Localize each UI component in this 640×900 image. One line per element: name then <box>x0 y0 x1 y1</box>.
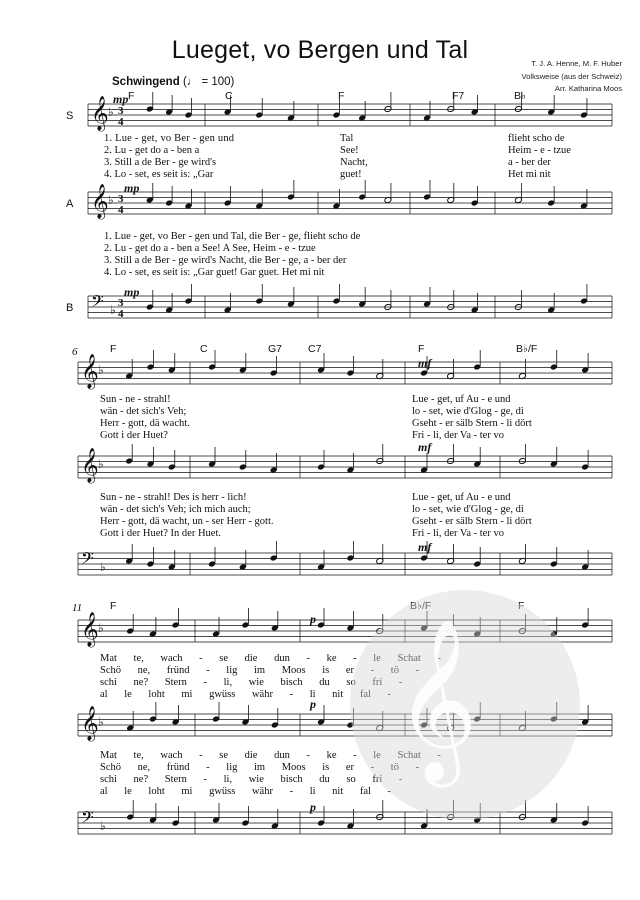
dynamic-marking: p <box>310 697 316 711</box>
treble-clef-icon: 𝄞 <box>81 354 99 389</box>
melody-credit: Volksweise (aus der Schweiz) <box>521 71 622 81</box>
lyric-line: lo - set, wie d'Glog - ge, di <box>412 504 524 515</box>
lyric-line: Mat te, wach - se die dun - ke - le Schat - <box>100 750 441 761</box>
time-signature-icon: 4 <box>118 308 124 320</box>
lyric-line: lo - set, wie d'Glog - ge, di <box>412 406 524 417</box>
bass-clef-icon: 𝄢 <box>81 548 94 572</box>
chord-symbol: B♭/F <box>410 600 432 612</box>
treble-clef-icon: 𝄞 <box>91 184 109 219</box>
lyric-line: Gott i der Huet? <box>100 430 168 441</box>
lyric-line: 3. Still a de Ber - ge wird's <box>104 157 217 168</box>
voice-label-alto: A <box>66 198 74 210</box>
time-signature-icon: 3 <box>118 105 124 117</box>
time-signature-icon: 4 <box>118 116 124 128</box>
lyric-line: Heim - e - tzue <box>508 145 571 156</box>
song-title: Lueget, vo Bergen und Tal <box>171 36 469 64</box>
lyric-line: al le loht mi gwüss währ - li nit fal - <box>100 786 392 797</box>
lyric-line: guet! <box>340 169 362 180</box>
lyric-line: schi ne? Stern - li, wie bisch du so fri - <box>100 774 403 785</box>
lyric-line: Het mi nit <box>508 169 551 180</box>
lyric-line: Nacht, <box>340 157 368 168</box>
lyric-line: 4. Lo - set, es seit is: „Gar guet! Gar guet. Het mi nit <box>104 267 325 278</box>
chord-symbol: F <box>110 600 117 612</box>
lyric-line: Gott i der Huet? In der Huet. <box>100 528 222 539</box>
treble-clef-icon: 𝄞 <box>91 96 109 131</box>
flat-icon: ♭ <box>100 819 106 833</box>
time-signature-icon: 3 <box>118 297 124 309</box>
arranger-credit: Arr. Katharina Moos <box>554 84 622 93</box>
voice-label-bass: B <box>66 302 74 314</box>
lyric-line: schi ne? Stern - li, wie bisch du so fri - <box>100 677 403 688</box>
chord-symbol: F <box>338 90 345 102</box>
lyric-line: 1. Lue - get, vo Ber - gen und Tal, die Ber - ge, flieht scho de <box>104 231 361 242</box>
treble-clef-watermark-icon: 𝄞 <box>395 618 478 781</box>
chord-symbol: F7 <box>452 90 465 102</box>
chord-symbol: C <box>225 90 233 102</box>
dynamic-marking: p <box>310 612 316 626</box>
staff <box>88 296 612 318</box>
chord-symbol: G7 <box>268 343 283 355</box>
lyric-line: Lue - get, uf Au - e und <box>412 394 511 405</box>
lyric-line: Sun - ne - strahl! <box>100 394 171 405</box>
lyric-line: 3. Still a de Ber - ge wird's Nacht, die Ber - ge, a - ber der <box>104 255 347 266</box>
time-signature-icon: 4 <box>118 204 124 216</box>
chord-symbol: F <box>418 343 425 355</box>
chord-symbol: F <box>128 90 135 102</box>
lyric-line: a - ber der <box>508 157 551 168</box>
staff <box>88 104 612 126</box>
dynamic-marking: p <box>310 800 316 814</box>
flat-icon: ♭ <box>110 303 116 317</box>
staff <box>78 362 612 384</box>
dynamic-marking: mf <box>418 540 432 554</box>
lyric-line: Tal <box>340 133 354 144</box>
dynamic-marking: mf <box>418 440 432 454</box>
bass-clef-icon: 𝄢 <box>91 291 104 315</box>
flat-icon: ♭ <box>108 105 114 119</box>
lyric-line: Schö ne, fründ - lig im Moos is er - tö - <box>100 762 420 773</box>
lyric-line: flieht scho de <box>508 133 565 144</box>
metronome-mark: (♩ = 100) <box>182 76 235 88</box>
chord-symbol: C7 <box>308 343 322 355</box>
lyric-line: 4. Lo - set, es seit is: „Gar <box>104 169 214 180</box>
lyric-line: Herr - gott, dä wacht, un - ser Herr - gott. <box>100 516 274 527</box>
lyric-line: Gseht - er sälb Stern - li dört <box>412 418 532 429</box>
lyric-line: Fri - li, der Va - ter vo <box>412 430 504 441</box>
flat-icon: ♭ <box>98 621 104 635</box>
dynamic-marking: mp <box>124 181 140 195</box>
flat-icon: ♭ <box>108 193 114 207</box>
bass-clef-icon: 𝄢 <box>81 807 94 831</box>
lyric-line: Lue - get, uf Au - e und <box>412 492 511 503</box>
flat-icon: ♭ <box>100 560 106 574</box>
lyric-line: See! <box>340 145 359 156</box>
staff <box>78 812 612 834</box>
treble-clef-icon: 𝄞 <box>81 448 99 483</box>
voice-label-soprano: S <box>66 110 74 122</box>
flat-icon: ♭ <box>98 457 104 471</box>
time-signature-icon: 3 <box>118 193 124 205</box>
staff <box>78 553 612 575</box>
lyric-line: Mat te, wach - se die dun - ke - le Schat - <box>100 653 441 664</box>
lyric-line: 1. Lue - get, vo Ber - gen und <box>104 133 235 144</box>
flat-icon: ♭ <box>98 715 104 729</box>
lyric-line: 2. Lu - get do a - ben a <box>104 145 200 156</box>
flat-icon: ♭ <box>98 363 104 377</box>
chord-symbol: F <box>518 600 525 612</box>
treble-clef-icon: 𝄞 <box>81 706 99 741</box>
lyric-line: Schö ne, fründ - lig im Moos is er - tö - <box>100 665 420 676</box>
lyric-line: al le loht mi gwüss währ - li nit fal - <box>100 689 392 700</box>
lyric-line: Fri - li, der Va - ter vo <box>412 528 504 539</box>
lyric-line: wän - det sich's Veh; <box>100 406 187 417</box>
measure-number-11: 11 <box>72 602 83 614</box>
chord-symbol: F <box>110 343 117 355</box>
chord-symbol: C <box>200 343 208 355</box>
measure-number-6: 6 <box>72 346 78 358</box>
dynamic-marking: mp <box>113 92 129 106</box>
lyricist-credit: T. J. A. Henne, M. F. Huber <box>531 59 622 68</box>
lyric-line: wän - det sich's Veh; ich mich auch; <box>100 504 251 515</box>
lyric-line: Sun - ne - strahl! Des is herr - lich! <box>100 492 247 503</box>
lyric-line: 2. Lu - get do a - ben a See! A See, Heim - e - tzue <box>104 243 316 254</box>
staff <box>78 456 612 478</box>
dynamic-marking: mf <box>418 356 432 370</box>
lyric-line: Herr - gott, dä wacht. <box>100 418 190 429</box>
dynamic-marking: mp <box>124 285 140 299</box>
chord-symbol: B♭/F <box>516 343 538 355</box>
treble-clef-icon: 𝄞 <box>81 612 99 647</box>
tempo-text: Schwingend <box>112 76 180 88</box>
chord-symbol: B♭ <box>514 90 526 102</box>
lyric-line: Gseht - er sälb Stern - li dört <box>412 516 532 527</box>
